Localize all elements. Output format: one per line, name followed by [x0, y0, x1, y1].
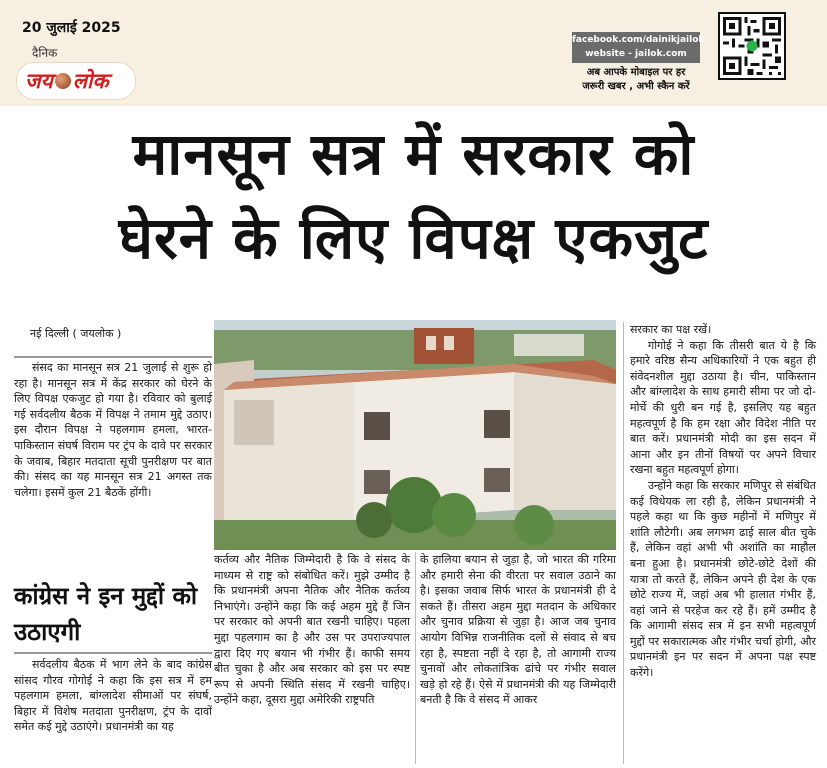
article-col1-text: सर्वदलीय बैठक में भाग लेने के बाद कांग्रेस सांसद गौरव गोगोई ने कहा कि इस सत्र में हम पहलगाम हमला, बांग्लादेश सीमाओं पर संघर्ष, बिहार में विशेष मतदाता पुनरीक्षण, ट्रंप के दावों समेत कई मुद्दे उठाएंगे। प्रधानमंत्री का यह: [14, 658, 212, 734]
facebook-link[interactable]: facebook.com/dainikjailok: [572, 35, 705, 45]
column-divider: [415, 552, 416, 764]
article-col4: [630, 322, 816, 681]
article-col4-para2: गोगोई ने कहा कि तीसरी बात ये है कि हमारे वरिष्ठ सैन्य अधिकारियों ने एक बहुत ही संवेदनशील मुद्दा उठाया है। चीन, पाकिस्तान और बांग्लादेश के साथ हमारी सीमा पर जो दो-मोर्चे की धुरी बन गई है, इसलिए यह बहुत महत्वपूर्ण है कि हम रक्षा और विदेश नीति पर बात करें। प्रधानमंत्री मोदी का इस सदन में आना और इन तीनों विषयों पर अपने विचार रखना बहुत महत्वपूर्ण होगा।: [630, 338, 816, 477]
scan-prompt-line2: जरूरी खबर , अभी स्कैन करें: [582, 81, 690, 92]
headline-line1: मानसून सत्र में सरकार को: [132, 120, 695, 188]
column-divider: [623, 322, 624, 764]
article-intro: [14, 356, 212, 500]
scan-prompt-line1: अब आपके मोबाइल पर हर: [586, 67, 686, 78]
headline-line2: घेरने के लिए विपक्ष एकजुट: [118, 204, 709, 272]
issue-date: 20 जुलाई 2025: [22, 20, 121, 36]
article-col4-para1: सरकार का पक्ष रखें।: [630, 323, 712, 336]
newspaper-logo[interactable]: [16, 62, 136, 100]
social-links-box: [572, 32, 705, 63]
logo-word-lok: लोक: [72, 69, 109, 93]
website-link[interactable]: website - jailok.com: [585, 49, 687, 59]
byline: नई दिल्ली ( जयलोक ): [30, 327, 122, 340]
dainik-label: दैनिक: [32, 46, 58, 60]
logo-word-jay: जय: [25, 69, 53, 93]
scan-prompt: [566, 66, 706, 94]
subheading: कांग्रेस ने इन मुद्दों को उठाएगी: [14, 582, 198, 646]
article-col2: [214, 552, 410, 708]
article-col1-continued: [14, 652, 212, 735]
masthead: [0, 0, 827, 106]
parliament-photo: [214, 320, 616, 550]
qr-code-icon[interactable]: [718, 12, 786, 80]
article-col3-text: के हालिया बयान से जुड़ा है, जो भारत की गरिमा और हमारी सेना की वीरता पर सवाल उठाने का है। इसका जवाब सिर्फ भारत के प्रधानमंत्री ही दे सकते हैं। तीसरा अहम मुद्दा मतदान के अधिकार और चुनाव प्रक्रिया से जुड़ा है। आज जब चुनाव आयोग विभिन्न राजनीतिक दलों से संवाद से बच रहा है, स्पष्टता नहीं दे रहा है, तो आगामी राज्य चुनावों और लोकतांत्रिक ढांचे पर गंभीर सवाल खड़े हो रहे हैं। ऐसे में प्रधानमंत्री की यह जिम्मेदारी बनती है कि वे संसद में आकर: [420, 553, 616, 707]
globe-icon: [55, 73, 71, 89]
article-col3: [420, 552, 616, 708]
article-col2-text: कर्तव्य और नैतिक जिम्मेदारी है कि वे संसद के माध्यम से राष्ट्र को संबोधित करें। मुझे उम्मीद है कि प्रधानमंत्री अपना नैतिक और नैतिक कर्तव्य निभाएंगे। उन्होंने कहा कि कई अहम मुद्दे हैं जिन पर सरकार को अपनी बात रखनी चाहिए। पहला मुद्दा पहलगाम का है और उस पर उपराज्यपाल द्वारा दिए गए बयान भी गंभीर हैं। काफी समय बीत चुका है और अब सरकार को इस पर स्पष्ट रूप से अपनी स्थिति संसद में रखनी चाहिए। उन्होंने कहा, दूसरा मुद्दा अमेरिकी राष्ट्रपति: [214, 553, 410, 707]
article-col4-para3: उन्होंने कहा कि सरकार मणिपुर से संबंधित कई विधेयक ला रही है, लेकिन प्रधानमंत्री ने पहले कहा था कि कुछ महीनों में मणिपुर में शांति लौटेगी। अब लगभग ढाई साल बीत चुके हैं, लेकिन वहां अभी भी अशांति का माहौल बना हुआ है। प्रधानमंत्री छोटे-छोटे देशों की यात्रा तो करते हैं, लेकिन अपने ही देश के एक छोटे राज्य में, जहां अब भी हालात गंभीर हैं, वहां जाने से परहेज कर रहे हैं। हमें उम्मीद है कि आगामी संसद सत्र में इन सभी महत्वपूर्ण मुद्दों पर सकारात्मक और गंभीर चर्चा होगी, और प्रधानमंत्री इन पर सदन में अपना पक्ष स्पष्ट करेंगे।: [630, 478, 816, 680]
headline: [0, 112, 827, 280]
article-intro-text: संसद का मानसून सत्र 21 जुलाई से शुरू हो रहा है। मानसून सत्र में केंद्र सरकार को घेरने के लिए विपक्ष एकजुट हो गया है। रविवार को बुलाई गई सर्वदलीय बैठक में विपक्ष ने तमाम मुद्दे उठाए। इस दौरान विपक्ष ने पहलगाम हमला, भारत-पाकिस्तान संघर्ष विराम पर ट्रंप के दावे पर सरकार के जवाब, बिहार मतदाता सूची पुनरीक्षण पर बात की। संसद का यह मानसून सत्र 21 अगस्त तक चलेगा। इसमें कुल 21 बैठकें होंगी।: [14, 361, 212, 499]
